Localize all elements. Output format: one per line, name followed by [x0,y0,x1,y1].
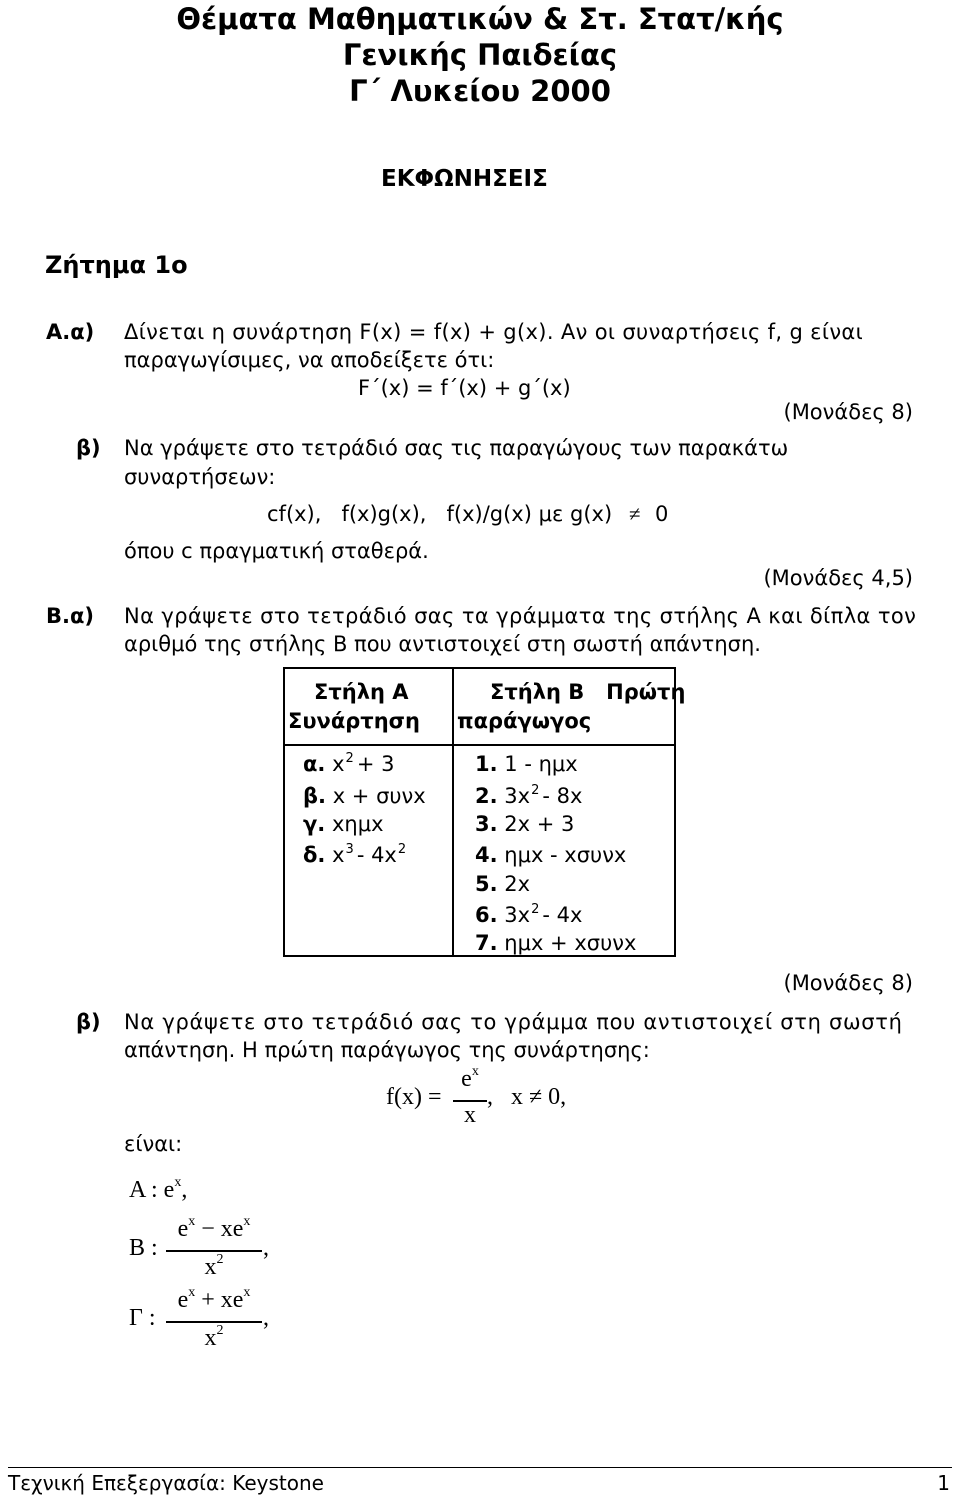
col-b-row: 5. 2x [475,872,531,896]
part-b-b-line2: απάντηση. Η πρώτη παράγωγος της συνάρτησης: [124,1038,650,1062]
part-b-a-points: (Μονάδες 8) [783,971,913,995]
col-b-row: 7. ημx + xσυνx [475,931,637,955]
part-b-b-label: β) [76,1010,101,1034]
part-a-a-line2: παραγωγίσιμες, να αποδείξετε ότι: [124,348,495,372]
part-b-a-label: Β.α) [46,604,95,628]
zero-value: 0 [655,502,669,526]
col-a-header-2: Συνάρτηση [288,709,420,733]
option-b-tail: , [263,1235,269,1261]
col-a-header-1: Στήλη Α [314,680,409,704]
option-b-numerator: $e^x - xe^x$ [177,1214,251,1242]
footer-text: Τεχνική Επεξεργασία: Keystone [8,1471,324,1495]
part-a-b-formula [267,502,668,527]
table-column-divider [452,667,454,957]
title-line-3: Γ΄ Λυκείου 2000 [349,74,611,108]
part-b-a-line2: αριθμό της στήλης Β που αντιστοιχεί στη σωστή απάντηση. [124,632,761,656]
col-a-row: δ. $x^3 - 4x^2$ [303,842,407,867]
part-a-b-points: (Μονάδες 4,5) [763,566,913,590]
part-a-a-points: (Μονάδες 8) [783,400,913,424]
part-a-b-line3: όπου c πραγματική σταθερά. [124,539,429,563]
title-line-1: Θέματα Μαθηματικών & Στ. Στατ/κής [176,2,784,36]
col-b-row: 4. ημx - xσυνx [475,843,627,867]
option-b-label: Β : [129,1235,158,1261]
col-b-header-2: παράγωγος [457,709,592,733]
option-g-label: Γ : [129,1305,156,1331]
part-b-b-line1: Να γράψετε στο τετράδιό σας το γράμμα που αντιστοιχεί στη σωστή [124,1010,903,1034]
col-b-row: 1. 1 - ημx [475,752,578,776]
col-a-row: β. x + συνx [303,784,426,808]
function-numerator: $e^x$ [461,1064,479,1092]
option-b-denominator: $x^2$ [204,1252,224,1280]
eival-text: είναι: [124,1132,183,1156]
function-lhs: f(x) = [386,1084,442,1110]
part-a-b-formula-text: cf(x), f(x)g(x), f(x)/g(x) με g(x) [267,502,613,526]
col-a-row: γ. xημx [303,812,384,836]
option-g-tail: , [263,1305,269,1331]
footer-divider [8,1467,952,1468]
option-g-denominator: $x^2$ [204,1323,224,1351]
option-g-fraction-bar [166,1321,262,1323]
part-b-a-line1: Να γράψετε στο τετράδιό σας τα γράμματα της στήλης Α και δίπλα τον [124,604,917,628]
page-number: 1 [937,1471,950,1495]
option-a: Α : $e^x$, [129,1175,188,1203]
part-a-b-line2: συναρτήσεων: [124,465,276,489]
section-heading: ΕΚΦΩΝΗΣΕΙΣ [381,166,548,192]
part-a-b-line1: Να γράψετε στο τετράδιό σας τις παραγώγους των παρακάτω [124,436,789,460]
not-equal-symbol: ≠ [628,502,641,526]
col-a-row: α. $x^2 + 3$ [303,751,395,776]
part-a-a-formula: F΄(x) = f΄(x) + g΄(x) [358,376,571,400]
col-b-header-1: Στήλη Β Πρώτη [490,680,686,704]
part-a-a-line1: Δίνεται η συνάρτηση F(x) = f(x) + g(x). Αν οι συναρτήσεις f, g είναι [124,320,864,344]
option-b-fraction-bar [166,1250,262,1252]
option-g-numerator: $e^x + xe^x$ [177,1285,251,1313]
col-b-row: 3. 2x + 3 [475,812,575,836]
topic-heading: Ζήτημα 1ο [45,251,188,279]
col-b-row: 6. $3x^2 - 4x$ [475,902,583,927]
function-rhs: , x ≠ 0, [487,1084,567,1110]
function-denominator: x [464,1102,476,1128]
title-line-2: Γενικής Παιδείας [342,38,618,72]
table-header-divider [283,744,676,746]
part-a-a-label: Α.α) [46,320,95,344]
part-a-b-label: β) [76,436,101,460]
col-b-row: 2. $3x^2 - 8x$ [475,783,583,808]
